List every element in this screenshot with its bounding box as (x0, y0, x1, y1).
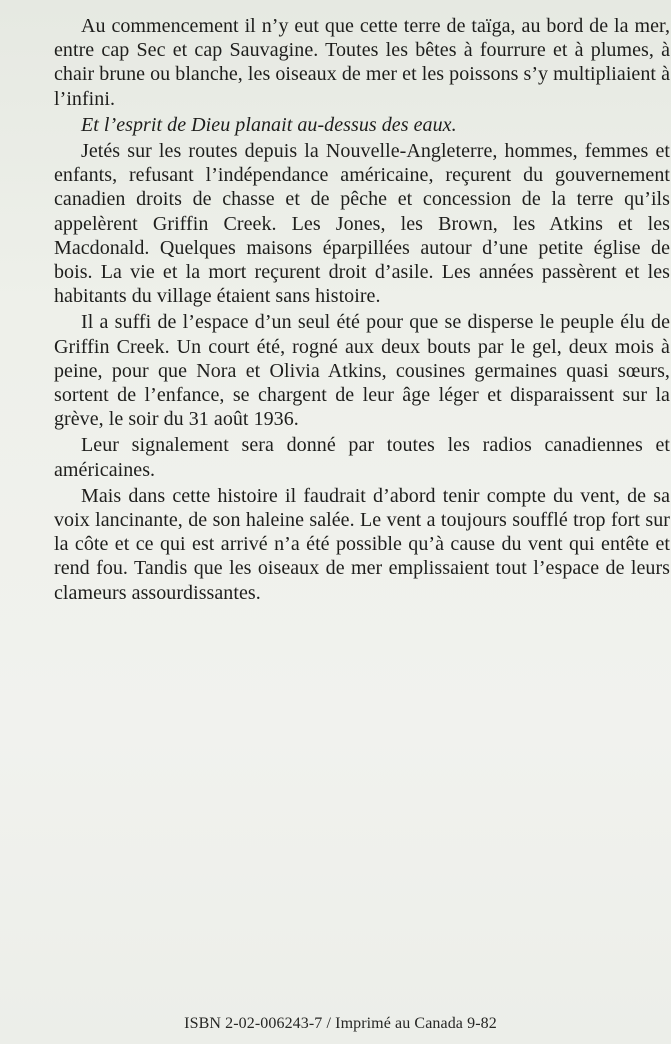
paragraph-signalement: Leur signalement sera donné par toutes les radios canadiennes et américaines. (54, 434, 670, 481)
paragraph-settlers: Jetés sur les routes depuis la Nouvelle-Angleterre, hommes, femmes et enfants, refusant l’indépendance américaine, reçurent du gouvernement canadien droits de chasse et de pêche et concession de la terre qu’ils appelèrent Griffin Creek. Les Jones, les Brown, les Atkins et les Macdonald. Quelques maisons éparpillées autour d’une petite église de bois. La vie et la mort reçurent droit d’asile. Les années passèrent et les habitants du village étaient sans histoire. (54, 140, 670, 308)
paragraph-epigraph: Et l’esprit de Dieu planait au-dessus des eaux. (81, 113, 457, 136)
back-cover-text (54, 14, 670, 605)
paragraph-opening: Au commencement il n’y eut que cette terre de taïga, au bord de la mer, entre cap Sec et cap Sauvagine. Toutes les bêtes à fourrure et à plumes, à chair brune ou blanche, les oiseaux de mer et les poissons s’y multipliaient à l’infini. (54, 15, 670, 110)
isbn-imprint-line: ISBN 2-02-006243-7 / Imprimé au Canada 9-82 (184, 1015, 497, 1032)
paragraph-summer: Il a suffi de l’espace d’un seul été pour que se disperse le peuple élu de Griffin Creek. Un court été, rogné aux deux bouts par le gel, deux mois à peine, pour que Nora et Olivia Atkins, cousines germaines quasi sœurs, sortent de l’enfance, se chargent de leur âge léger et disparaissent sur la grève, le soir du 31 août 1936. (54, 311, 670, 431)
paragraph-wind: Mais dans cette histoire il faudrait d’abord tenir compte du vent, de sa voix lancinante, de son haleine salée. Le vent a toujours soufflé trop fort sur la côte et ce qui est arrivé n’a été possible qu’à cause du vent qui entête et rend fou. Tandis que les oiseaux de mer emplissaient tout l’espace de leurs clameurs assourdissantes. (54, 484, 670, 604)
